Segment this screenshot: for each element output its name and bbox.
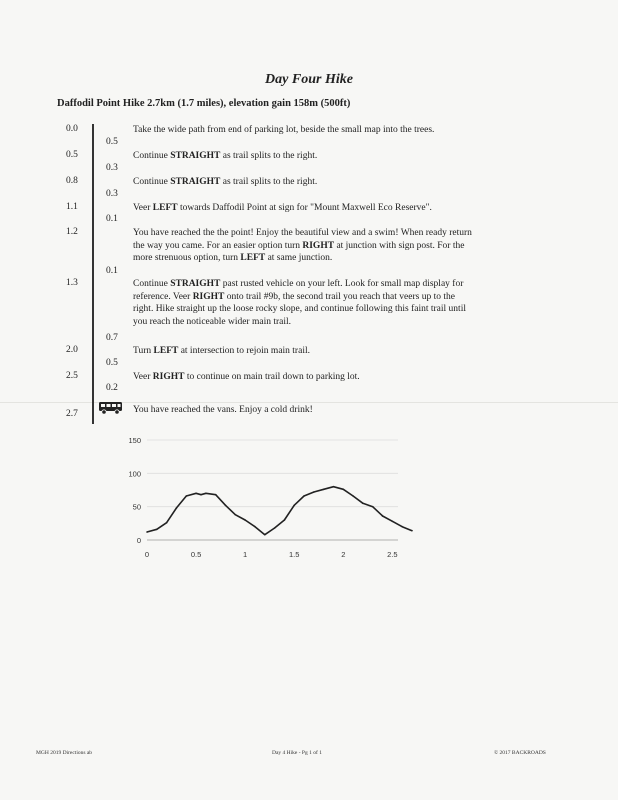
step-instruction: Continue STRAIGHT as trail splits to the right. [133, 151, 318, 161]
elevation-point [372, 506, 374, 508]
step-distance: 2.7 [66, 409, 78, 419]
step-segment-length: 0.7 [106, 333, 118, 343]
step-distance: 1.1 [66, 202, 78, 212]
elevation-point [166, 522, 168, 524]
step-instruction: Veer LEFT towards Daffodil Point at sign for "Mount Maxwell Eco Reserve". [133, 203, 432, 213]
elevation-point [235, 514, 237, 516]
elevation-point [313, 491, 315, 493]
step-distance: 0.8 [66, 176, 78, 186]
elevation-point [185, 495, 187, 497]
elevation-point [176, 507, 178, 509]
step-instruction: Veer RIGHT to continue on main trail down to parking lot. [133, 372, 360, 382]
elevation-point [392, 521, 394, 523]
footer-center: Day 4 Hike - Pg 1 of 1 [272, 750, 322, 756]
elevation-point [293, 505, 295, 507]
x-tick-label: 2 [341, 550, 346, 559]
step-distance: 1.3 [66, 278, 78, 288]
elevation-point [244, 519, 246, 521]
page-title: Day Four Hike [265, 72, 353, 87]
timeline-line [92, 124, 94, 424]
step-segment-length: 0.5 [106, 358, 118, 368]
y-tick-label: 100 [128, 469, 141, 479]
step-instruction: Turn LEFT at intersection to rejoin main trail. [133, 346, 310, 356]
elevation-point [156, 529, 158, 531]
step-distance: 0.5 [66, 150, 78, 160]
y-tick-label: 150 [128, 436, 141, 445]
elevation-point [225, 505, 227, 507]
step-segment-length: 0.1 [106, 214, 118, 224]
footer-left: MGH 2019 Directions ab [36, 750, 93, 756]
x-tick-label: 0.5 [190, 550, 202, 559]
step-instruction: You have reached the the point! Enjoy the beautiful view and a swim! When ready return the way you came. For an easier option turn RIGHT at junction with sign post. For the more strenuous option, turn LEFT at same junction. [133, 228, 472, 264]
elevation-point [352, 495, 354, 497]
step-instruction: Continue STRAIGHT as trail splits to the right. [133, 177, 318, 187]
x-tick-label: 2.5 [387, 550, 398, 559]
y-tick-label: 50 [132, 502, 141, 512]
elevation-point [401, 526, 403, 528]
step-distance: 1.2 [66, 227, 78, 237]
step-instruction: Continue STRAIGHT past rusted vehicle on your left. Look for small map display for reference. Veer RIGHT onto trail #9b, the second trail you reach that veers up to the right. Hike straight up the loose rocky slope, and continue following this faint trail until you reach the noticeable wider main trail. [133, 279, 466, 327]
step-distance: 2.0 [66, 345, 78, 355]
y-tick-label: 0 [136, 536, 141, 545]
step-instruction: You have reached the vans. Enjoy a cold drink! [133, 405, 313, 415]
elevation-point [362, 503, 364, 505]
elevation-point [264, 534, 266, 536]
elevation-point [411, 530, 413, 532]
step-segment-length: 0.3 [106, 163, 118, 173]
elevation-point [254, 526, 256, 528]
step-segment-length: 0.2 [106, 383, 118, 393]
x-tick-label: 0 [144, 550, 150, 559]
x-tick-label: 1.5 [289, 550, 300, 559]
elevation-point [342, 489, 344, 491]
footer-right: © 2017 BACKROADS [494, 750, 546, 756]
step-segment-length: 0.1 [106, 266, 118, 276]
elevation-point [333, 486, 335, 488]
step-segment-length: 0.3 [106, 189, 118, 199]
elevation-point [274, 527, 276, 529]
hike-subtitle: Daffodil Point Hike 2.7km (1.7 miles), elevation gain 158m (500ft) [57, 98, 351, 109]
elevation-chart [110, 430, 420, 565]
elevation-point [195, 493, 197, 495]
elevation-point [382, 515, 384, 517]
van-icon [98, 400, 123, 415]
step-segment-length: 0.5 [106, 137, 118, 147]
elevation-point [323, 489, 325, 491]
x-tick-label: 1 [243, 550, 248, 559]
elevation-point [205, 493, 207, 495]
elevation-point [303, 495, 305, 497]
step-instruction: Take the wide path from end of parking lot, beside the small map into the trees. [133, 125, 435, 135]
elevation-point [146, 531, 148, 533]
elevation-point [200, 494, 202, 496]
step-distance: 2.5 [66, 371, 78, 381]
elevation-point [215, 494, 217, 496]
elevation-point [284, 519, 286, 521]
step-distance: 0.0 [66, 124, 78, 134]
elevation-series-line [147, 487, 412, 535]
